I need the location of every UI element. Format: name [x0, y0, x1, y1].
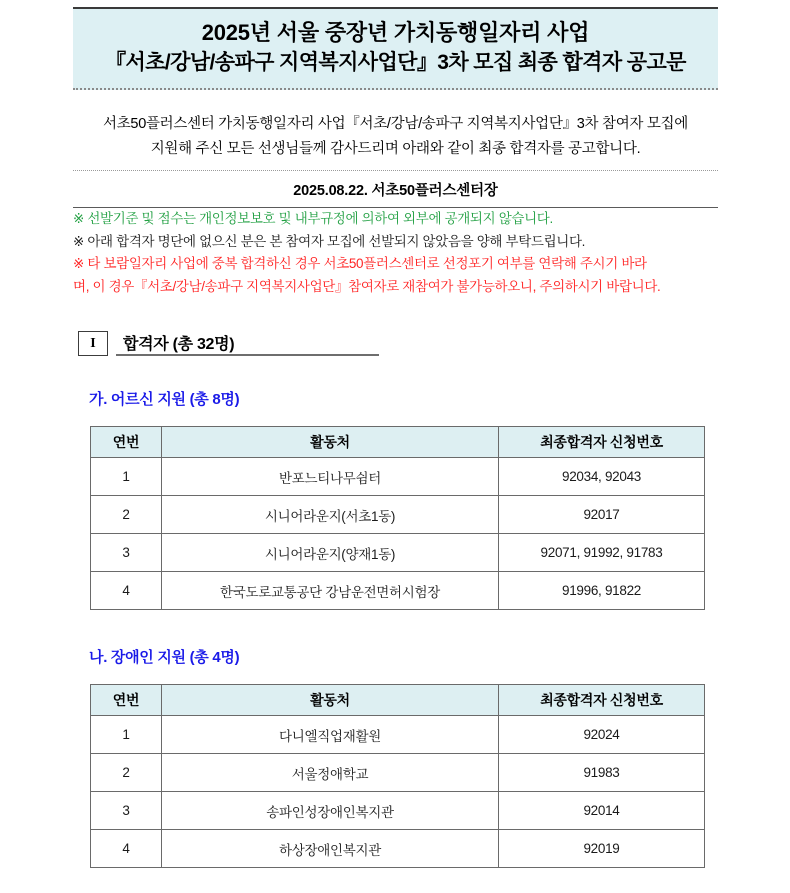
- cell-application-number: 92017: [499, 496, 705, 534]
- notice-list: [73, 208, 721, 299]
- intro-line-1: 서초50플러스센터 가치동행일자리 사업『서초/강남/송파구 지역복지사업단』3차 참여자 모집에: [103, 116, 688, 132]
- cell-application-number: 91983: [499, 754, 705, 792]
- notice-item-1: ※ 선발기준 및 점수는 개인정보보호 및 내부규정에 의하여 외부에 공개되지 않습니다.: [73, 211, 553, 226]
- table-header-row: [91, 685, 705, 716]
- table-row: [91, 754, 705, 792]
- table-row: [91, 458, 705, 496]
- section-title-text: 합격자 (총 32명): [123, 336, 235, 353]
- cell-index: 3: [91, 792, 162, 830]
- document-title-banner: [73, 7, 718, 90]
- cell-index: 3: [91, 534, 162, 572]
- cell-worksite: 시니어라운지(서초1동): [162, 496, 499, 534]
- cell-worksite: 한국도로교통공단 강남운전면허시험장: [162, 572, 499, 610]
- cell-worksite: 다니엘직업재활원: [162, 716, 499, 754]
- cell-application-number: 91996, 91822: [499, 572, 705, 610]
- cell-application-number: 92014: [499, 792, 705, 830]
- intro-line-2: 지원해 주신 모든 선생님들께 감사드리며 아래와 같이 최종 합격자를 공고합니다.: [150, 141, 641, 158]
- table-row: [91, 830, 705, 868]
- cell-index: 2: [91, 496, 162, 534]
- cell-worksite: 서울정애학교: [162, 754, 499, 792]
- signer-text: 2025.08.22. 서초50플러스센터장: [293, 183, 498, 199]
- notice-item-4: 며, 이 경우『서초/강남/송파구 지역복지사업단』참여자로 재참여가 불가능하오니, 주의하시기 바랍니다.: [73, 279, 661, 295]
- results-table-a: [90, 426, 705, 610]
- table-row: [91, 792, 705, 830]
- section-heading: [78, 331, 379, 356]
- cell-worksite: 반포느티나무쉼터: [162, 458, 499, 496]
- cell-index: 2: [91, 754, 162, 792]
- group-heading-a: 가. 어르신 지원 (총 8명): [89, 391, 240, 408]
- table-row: [91, 496, 705, 534]
- column-header-index: 연번: [91, 685, 162, 716]
- results-table-b: [90, 684, 705, 868]
- section-number-badge: I: [78, 331, 108, 356]
- cell-application-number: 92024: [499, 716, 705, 754]
- table-row: [91, 534, 705, 572]
- cell-index: 1: [91, 458, 162, 496]
- table-header-row: [91, 427, 705, 458]
- intro-paragraph: [73, 112, 718, 163]
- document-title-line2: 『서초/강남/송파구 지역복지사업단』3차 모집 최종 합격자 공고문: [105, 51, 686, 75]
- cell-index: 1: [91, 716, 162, 754]
- group-heading-b: 나. 장애인 지원 (총 4명): [89, 649, 240, 666]
- column-header-worksite: 활동처: [162, 427, 499, 458]
- cell-index: 4: [91, 572, 162, 610]
- column-header-application-number: 최종합격자 신청번호: [499, 427, 705, 458]
- cell-worksite: 시니어라운지(양재1동): [162, 534, 499, 572]
- cell-index: 4: [91, 830, 162, 868]
- cell-application-number: 92034, 92043: [499, 458, 705, 496]
- column-header-worksite: 활동처: [162, 685, 499, 716]
- cell-application-number: 92019: [499, 830, 705, 868]
- cell-application-number: 92071, 91992, 91783: [499, 534, 705, 572]
- notice-item-3: ※ 타 보람일자리 사업에 중복 합격하신 경우 서초50플러스센터로 선정포기 여부를 연락해 주시기 바라: [73, 256, 647, 272]
- column-header-index: 연번: [91, 427, 162, 458]
- column-header-application-number: 최종합격자 신청번호: [499, 685, 705, 716]
- table-row: [91, 572, 705, 610]
- table-row: [91, 716, 705, 754]
- cell-worksite: 하상장애인복지관: [162, 830, 499, 868]
- notice-item-2: ※ 아래 합격자 명단에 없으신 분은 본 참여자 모집에 선발되지 않았음을 양해 부탁드립니다.: [73, 233, 586, 249]
- section-title-underline: [116, 331, 379, 356]
- cell-worksite: 송파인성장애인복지관: [162, 792, 499, 830]
- document-title-line1: 2025년 서울 중장년 가치동행일자리 사업: [201, 20, 590, 45]
- signer-block: [73, 170, 718, 208]
